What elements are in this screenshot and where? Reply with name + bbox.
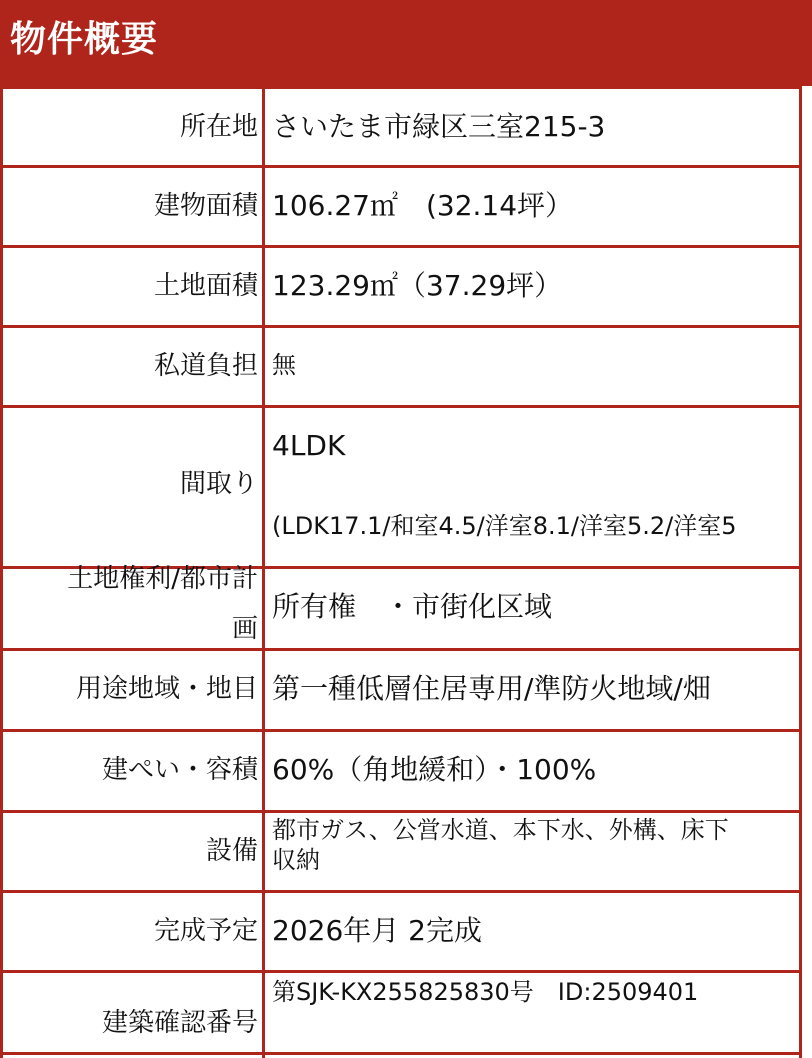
private-road-label: 私道負担 — [153, 351, 258, 381]
address-label: 所在地 — [179, 112, 258, 142]
facilities-label: 設備 — [205, 836, 258, 866]
table-row — [0, 732, 812, 810]
table-row — [0, 893, 812, 970]
zoning-label: 用途地域・地目 — [75, 674, 258, 704]
land-rights-value: 所有権 ・市街化区域 — [272, 590, 553, 623]
completion-value: 2026年月 2完成 — [272, 914, 482, 947]
table-row — [0, 651, 812, 729]
section-title: 物件概要 — [10, 19, 159, 60]
building-area-value: 106.27㎡ (32.14坪） — [272, 189, 574, 222]
address-value: さいたま市緑区三室215-3 — [272, 110, 606, 143]
table-row — [0, 248, 812, 325]
table-row — [0, 564, 812, 648]
land-area-value: 123.29㎡（37.29坪） — [272, 269, 563, 302]
private-road-value: 無 — [272, 351, 296, 379]
coverage-ratio-label: 建ぺい・容積 — [101, 755, 258, 785]
facilities-value: 都市ガス、公営水道、本下水、外構、床下 — [272, 816, 729, 844]
land-rights-label: 土地権利/都市計 — [67, 564, 258, 594]
table-row — [0, 408, 812, 566]
floor-plan-value: 4LDK — [272, 429, 346, 462]
floor-plan-label: 間取り — [179, 469, 258, 499]
table-row — [0, 168, 812, 245]
completion-label: 完成予定 — [153, 916, 258, 946]
floor-plan-detail: (LDK17.1/和室4.5/洋室8.1/洋室5.2/洋室5 — [272, 512, 737, 540]
land-area-label: 土地面積 — [153, 271, 258, 301]
table-row — [0, 813, 812, 890]
coverage-ratio-value: 60%（角地緩和）・100% — [272, 753, 597, 786]
land-rights-label-cont: 画 — [231, 614, 258, 644]
building-permit-value: 第SJK-KX255825830号 ID:2509401 — [272, 978, 699, 1006]
table-row — [0, 328, 812, 405]
building-area-label: 建物面積 — [153, 191, 258, 221]
facilities-value-cont: 収納 — [272, 846, 320, 874]
building-permit-label: 建築確認番号 — [101, 1008, 258, 1038]
table-row — [0, 973, 812, 1052]
table-row — [0, 89, 812, 165]
property-summary-table — [0, 86, 812, 1058]
table-bottom-border — [0, 1052, 802, 1055]
zoning-value: 第一種低層住居専用/準防火地域/畑 — [272, 672, 711, 705]
section-header — [0, 0, 812, 86]
